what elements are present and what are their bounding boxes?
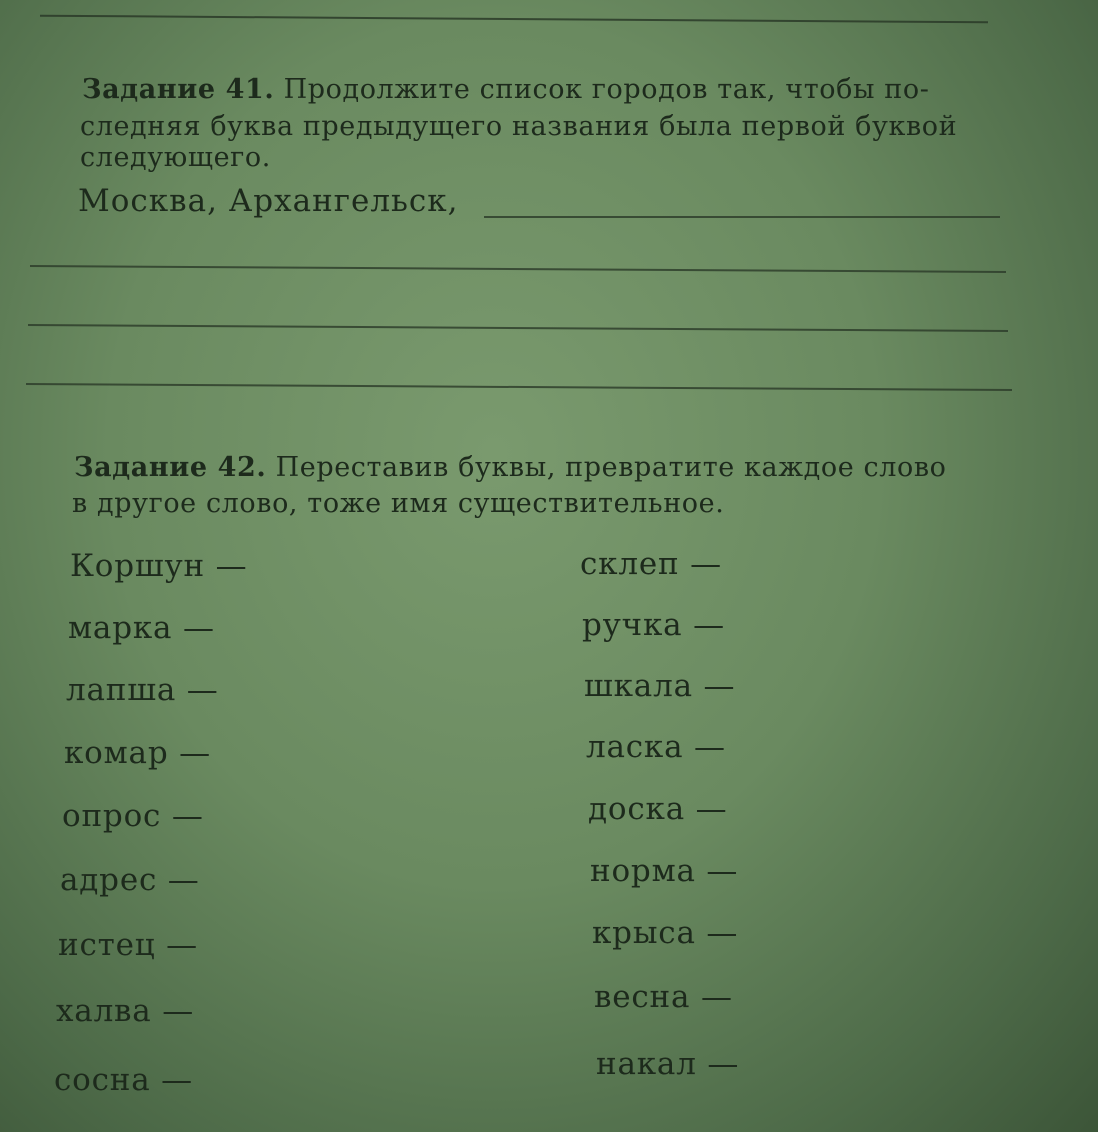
task-41-label: Задание 41.	[82, 74, 275, 105]
task-41-answer-line-1[interactable]	[484, 216, 1000, 218]
task-42-label: Задание 42.	[74, 452, 267, 483]
right-word-6: норма —	[590, 853, 739, 889]
right-word-1: склеп —	[580, 546, 722, 582]
task-41-example: Москва, Архангельск,	[78, 183, 459, 219]
right-word-4: ласка —	[586, 729, 726, 765]
left-word-8: халва —	[56, 993, 195, 1029]
left-word-7: истец —	[58, 927, 198, 963]
left-word-9: сосна —	[54, 1062, 193, 1098]
right-word-3: шкала —	[584, 668, 736, 704]
task-41-answer-line-2[interactable]	[30, 265, 1006, 273]
task-41-text-line-3: следующего.	[80, 142, 271, 173]
right-word-2: ручка —	[582, 607, 725, 643]
left-word-4: комар —	[64, 735, 211, 771]
left-word-3: лапша —	[66, 672, 219, 708]
top-rule	[40, 15, 988, 24]
task-41-answer-line-3[interactable]	[28, 324, 1008, 332]
task-41-heading	[82, 74, 929, 105]
task-41-answer-line-4[interactable]	[26, 383, 1012, 391]
task-42-text-line-2: в другое слово, тоже имя существительное.	[72, 488, 725, 519]
task-41-text-line-1: Продолжите список городов так, чтобы по-	[283, 74, 930, 105]
right-word-5: доска —	[588, 791, 728, 827]
right-word-7: крыса —	[592, 915, 739, 951]
task-41-text-line-2: следняя буква предыдущего названия была первой буквой	[80, 111, 958, 142]
left-word-6: адрес —	[60, 862, 200, 898]
task-42-text-line-1: Переставив буквы, превратите каждое слово	[275, 452, 947, 483]
left-word-1: Коршун —	[70, 548, 248, 584]
task-42-heading	[74, 452, 947, 483]
left-word-2: марка —	[68, 610, 215, 646]
left-word-5: опрос —	[62, 798, 204, 834]
right-word-9: накал —	[596, 1046, 740, 1082]
right-word-8: весна —	[594, 979, 733, 1015]
